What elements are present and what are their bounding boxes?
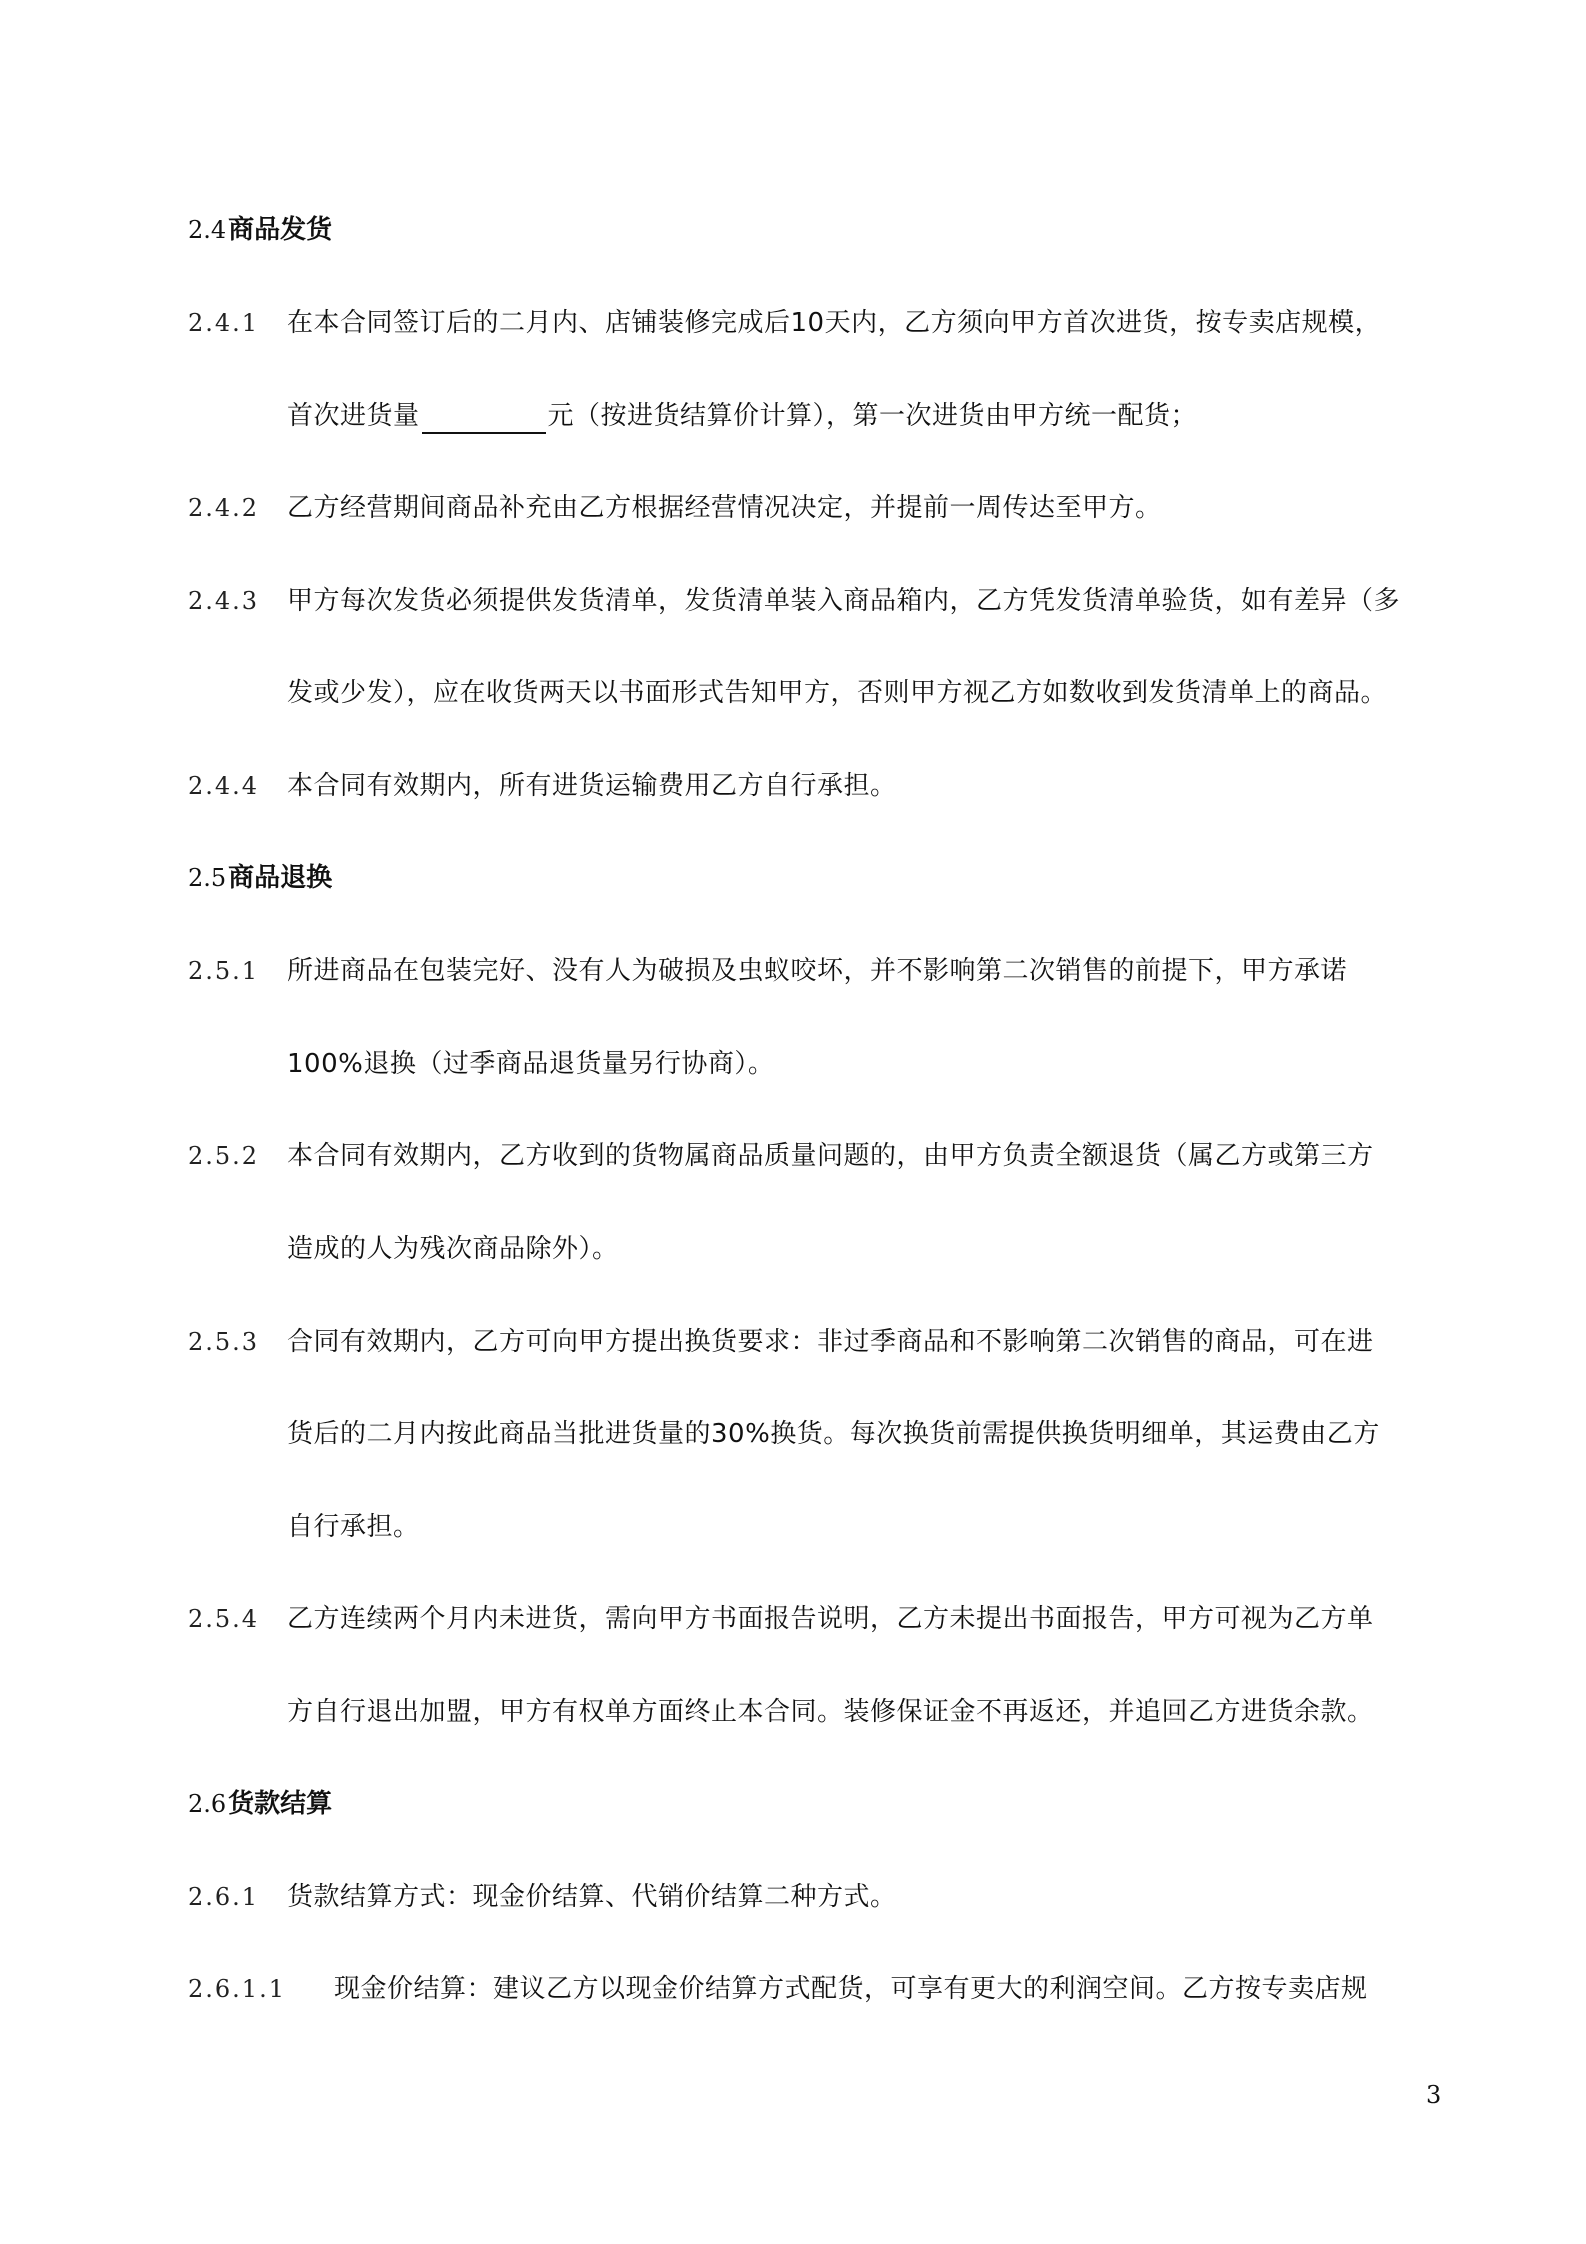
section-number: 2.4: [188, 216, 227, 244]
section-title: 商品退换: [228, 863, 333, 893]
clause-text-2-5-1-line2: 100%退换（过季商品退货量另行协商）。: [287, 1049, 775, 1079]
fill-in-blank: [422, 406, 546, 434]
clause-text-2-5-2-line1: 本合同有效期内，乙方收到的货物属商品质量问题的，由甲方负责全额退货（属乙方或第三方: [287, 1141, 1374, 1171]
section-heading-2-5: [188, 860, 332, 896]
clause-text-2-5-3-line3: 自行承担。: [287, 1512, 420, 1542]
section-heading-2-6: [188, 1786, 332, 1822]
page-number: 3: [1426, 2081, 1442, 2109]
clause-text-2-5-2-line2: 造成的人为残次商品除外）。: [287, 1234, 619, 1264]
clause-text-2-4-4-line1: 本合同有效期内，所有进货运输费用乙方自行承担。: [287, 771, 897, 801]
clause-text-2-4-3-line2: 发或少发），应在收货两天以书面形式告知甲方，否则甲方视乙方如数收到发货清单上的商品。: [287, 678, 1388, 708]
clause-number-2-6-1: 2.6.1: [188, 1883, 260, 1911]
clause-number-2-5-4: 2.5.4: [188, 1605, 260, 1633]
clause-text-2-5-3-line2: 货后的二月内按此商品当批进货量的30%换货。每次换货前需提供换货明细单，其运费由乙方: [287, 1419, 1380, 1449]
clause-text-prefix: 首次进货量: [287, 401, 420, 431]
clause-number-2-5-3: 2.5.3: [188, 1328, 260, 1356]
clause-text-2-5-1-line1: 所进商品在包装完好、没有人为破损及虫蚁咬坏，并不影响第二次销售的前提下，甲方承诺: [287, 956, 1348, 986]
clause-text-2-4-2-line1: 乙方经营期间商品补充由乙方根据经营情况决定，并提前一周传达至甲方。: [287, 493, 1162, 523]
clause-text-2-4-1-line2: [287, 398, 1197, 434]
clause-text-2-6-1-line1: 货款结算方式：现金价结算、代销价结算二种方式。: [287, 1882, 897, 1912]
clause-number-2-4-1: 2.4.1: [188, 309, 260, 337]
section-title: 货款结算: [228, 1789, 333, 1819]
clause-text-2-5-3-line1: 合同有效期内，乙方可向甲方提出换货要求：非过季商品和不影响第二次销售的商品，可在进: [287, 1327, 1374, 1357]
clause-text-suffix: 元（按进货结算价计算），第一次进货由甲方统一配货；: [547, 401, 1198, 431]
clause-number-2-4-2: 2.4.2: [188, 494, 260, 522]
clause-number-2-5-2: 2.5.2: [188, 1142, 260, 1170]
clause-text-2-4-3-line1: 甲方每次发货必须提供发货清单，发货清单装入商品箱内，乙方凭发货清单验货，如有差异（多: [287, 586, 1401, 616]
clause-text-2-4-1-line1: 在本合同签订后的二月内、店铺装修完成后10天内，乙方须向甲方首次进货，按专卖店规模，: [287, 308, 1382, 338]
clause-text-2-5-4-line1: 乙方连续两个月内未进货，需向甲方书面报告说明，乙方未提出书面报告，甲方可视为乙方单: [287, 1604, 1374, 1634]
clause-number-2-4-4: 2.4.4: [188, 772, 260, 800]
clause-text-2-5-4-line2: 方自行退出加盟，甲方有权单方面终止本合同。装修保证金不再返还，并追回乙方进货余款。: [287, 1697, 1374, 1727]
clause-number-2-6-1-1: 2.6.1.1: [188, 1975, 286, 2003]
section-title: 商品发货: [228, 215, 333, 245]
clause-number-2-5-1: 2.5.1: [188, 957, 260, 985]
clause-text-2-6-1-1-line1: 现金价结算：建议乙方以现金价结算方式配货，可享有更大的利润空间。乙方按专卖店规: [334, 1974, 1368, 2004]
section-number: 2.6: [188, 1790, 227, 1818]
section-heading-2-4: [188, 212, 332, 248]
clause-number-2-4-3: 2.4.3: [188, 587, 260, 615]
section-number: 2.5: [188, 864, 227, 892]
